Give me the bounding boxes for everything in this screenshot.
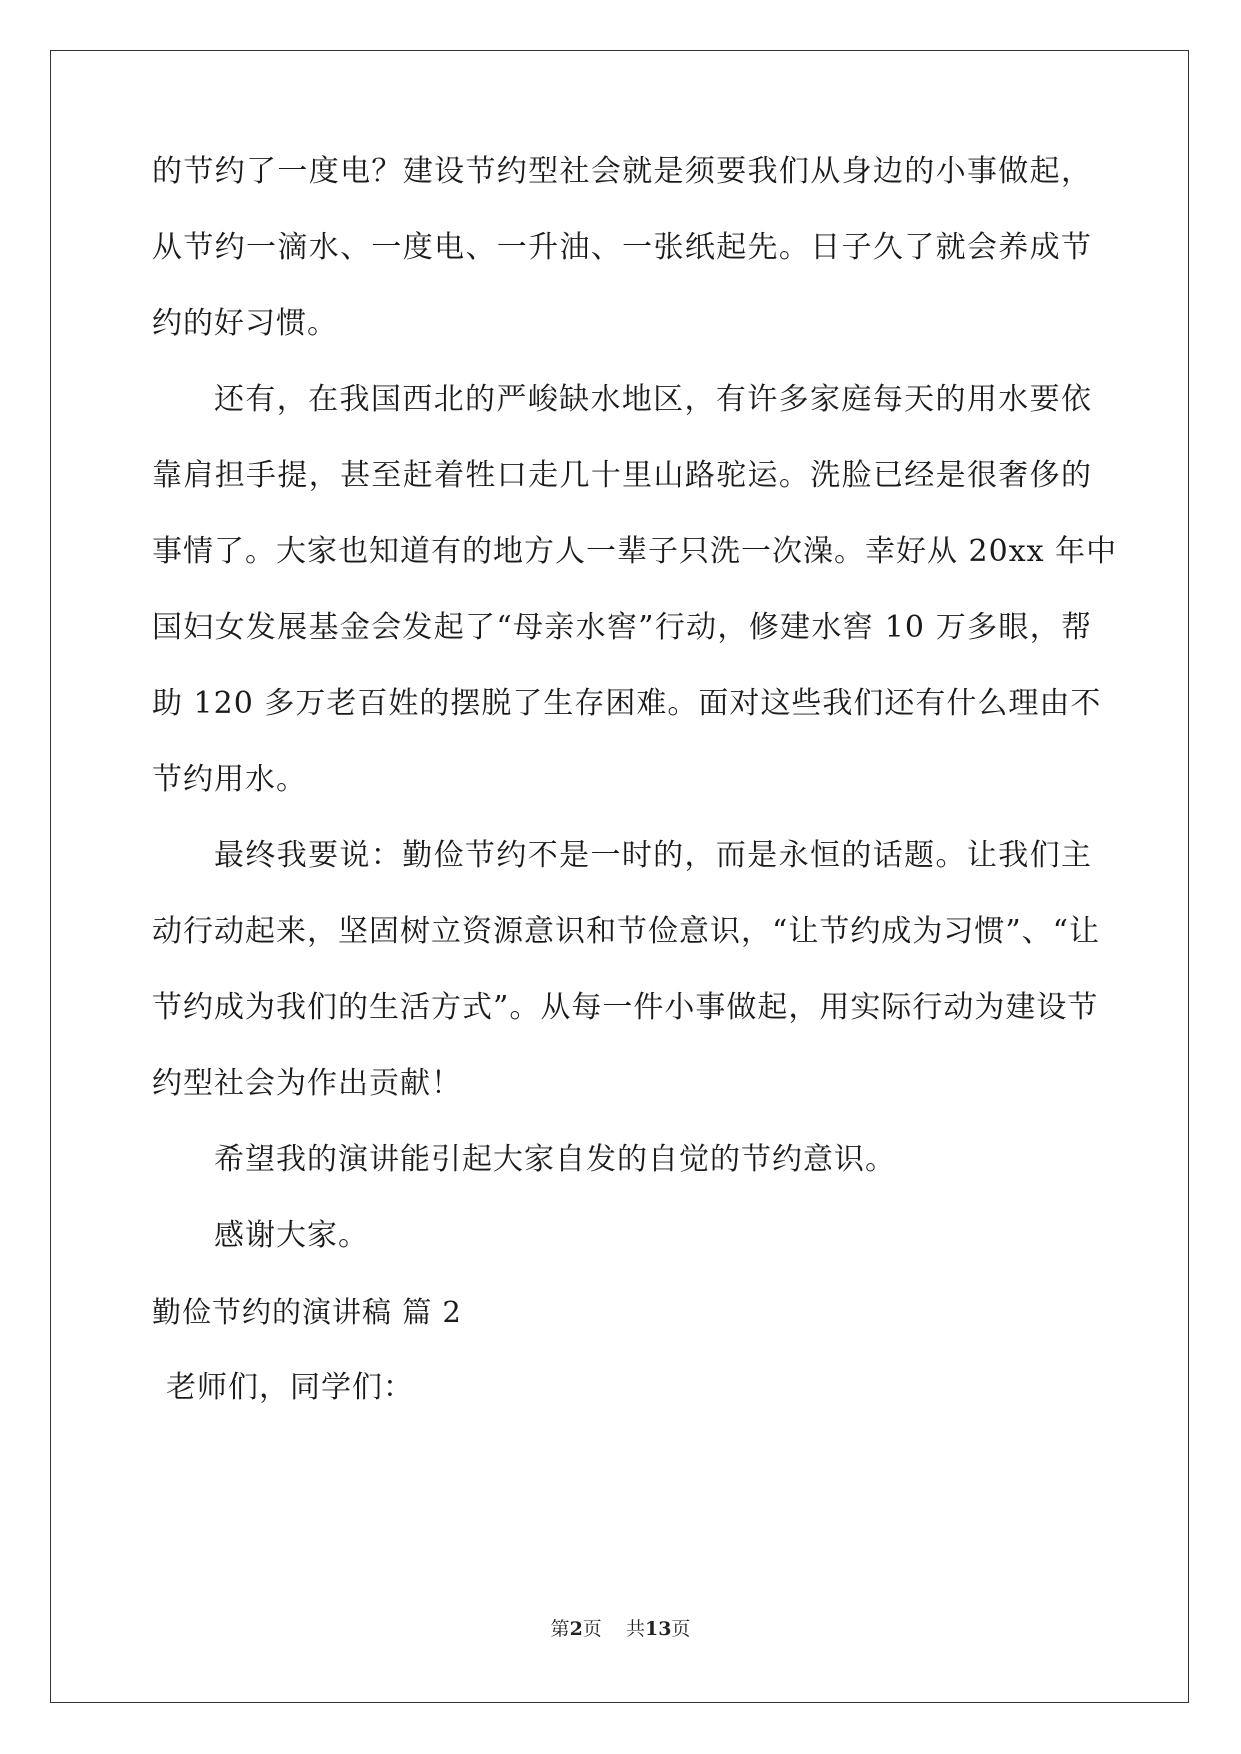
current-page-number: 2 bbox=[569, 1618, 583, 1640]
section-heading: 勤俭节约的演讲稿 篇 2 bbox=[152, 1295, 462, 1329]
footer-mid: 页 共 bbox=[582, 1618, 645, 1640]
footer-suffix: 页 bbox=[671, 1618, 691, 1640]
paragraph-start-line: 最终我要说：勤俭节约不是一时的，而是永恒的话题。让我们主 bbox=[214, 838, 1092, 873]
footer-prefix: 第 bbox=[550, 1618, 570, 1640]
body-line: 国妇女发展基金会发起了“母亲水窖”行动，修建水窖 10 万多眼，帮 bbox=[152, 610, 1092, 645]
body-line: 约型社会为作出贡献！ bbox=[152, 1066, 462, 1101]
body-line: 事情了。大家也知道有的地方人一辈子只洗一次澡。幸好从 20xx 年中 bbox=[152, 534, 1118, 569]
body-line: 的节约了一度电？建设节约型社会就是须要我们从身边的小事做起， bbox=[152, 154, 1092, 189]
body-line: 助 120 多万老百姓的摆脱了生存困难。面对这些我们还有什么理由不 bbox=[152, 686, 1102, 721]
body-line: 节约用水。 bbox=[152, 762, 307, 797]
paragraph-start-line: 感谢大家。 bbox=[214, 1218, 369, 1253]
paragraph-start-line: 还有，在我国西北的严峻缺水地区，有许多家庭每天的用水要依 bbox=[214, 382, 1092, 417]
total-pages-number: 13 bbox=[644, 1618, 672, 1640]
paragraph-start-line: 希望我的演讲能引起大家自发的自觉的节约意识。 bbox=[214, 1142, 896, 1177]
salutation: 老师们，同学们： bbox=[166, 1370, 414, 1405]
body-line: 靠肩担手提，甚至赶着牲口走几十里山路驼运。洗脸已经是很奢侈的 bbox=[152, 458, 1092, 493]
body-line: 从节约一滴水、一度电、一升油、一张纸起先。日子久了就会养成节 bbox=[152, 230, 1092, 265]
body-line: 约的好习惯。 bbox=[152, 306, 338, 341]
body-line: 动行动起来，坚固树立资源意识和节俭意识，“让节约成为习惯”、“让 bbox=[152, 914, 1101, 949]
page-border bbox=[50, 50, 1189, 1703]
body-line: 节约成为我们的生活方式”。从每一件小事做起，用实际行动为建设节 bbox=[152, 990, 1099, 1025]
page-footer bbox=[0, 1616, 1241, 1642]
